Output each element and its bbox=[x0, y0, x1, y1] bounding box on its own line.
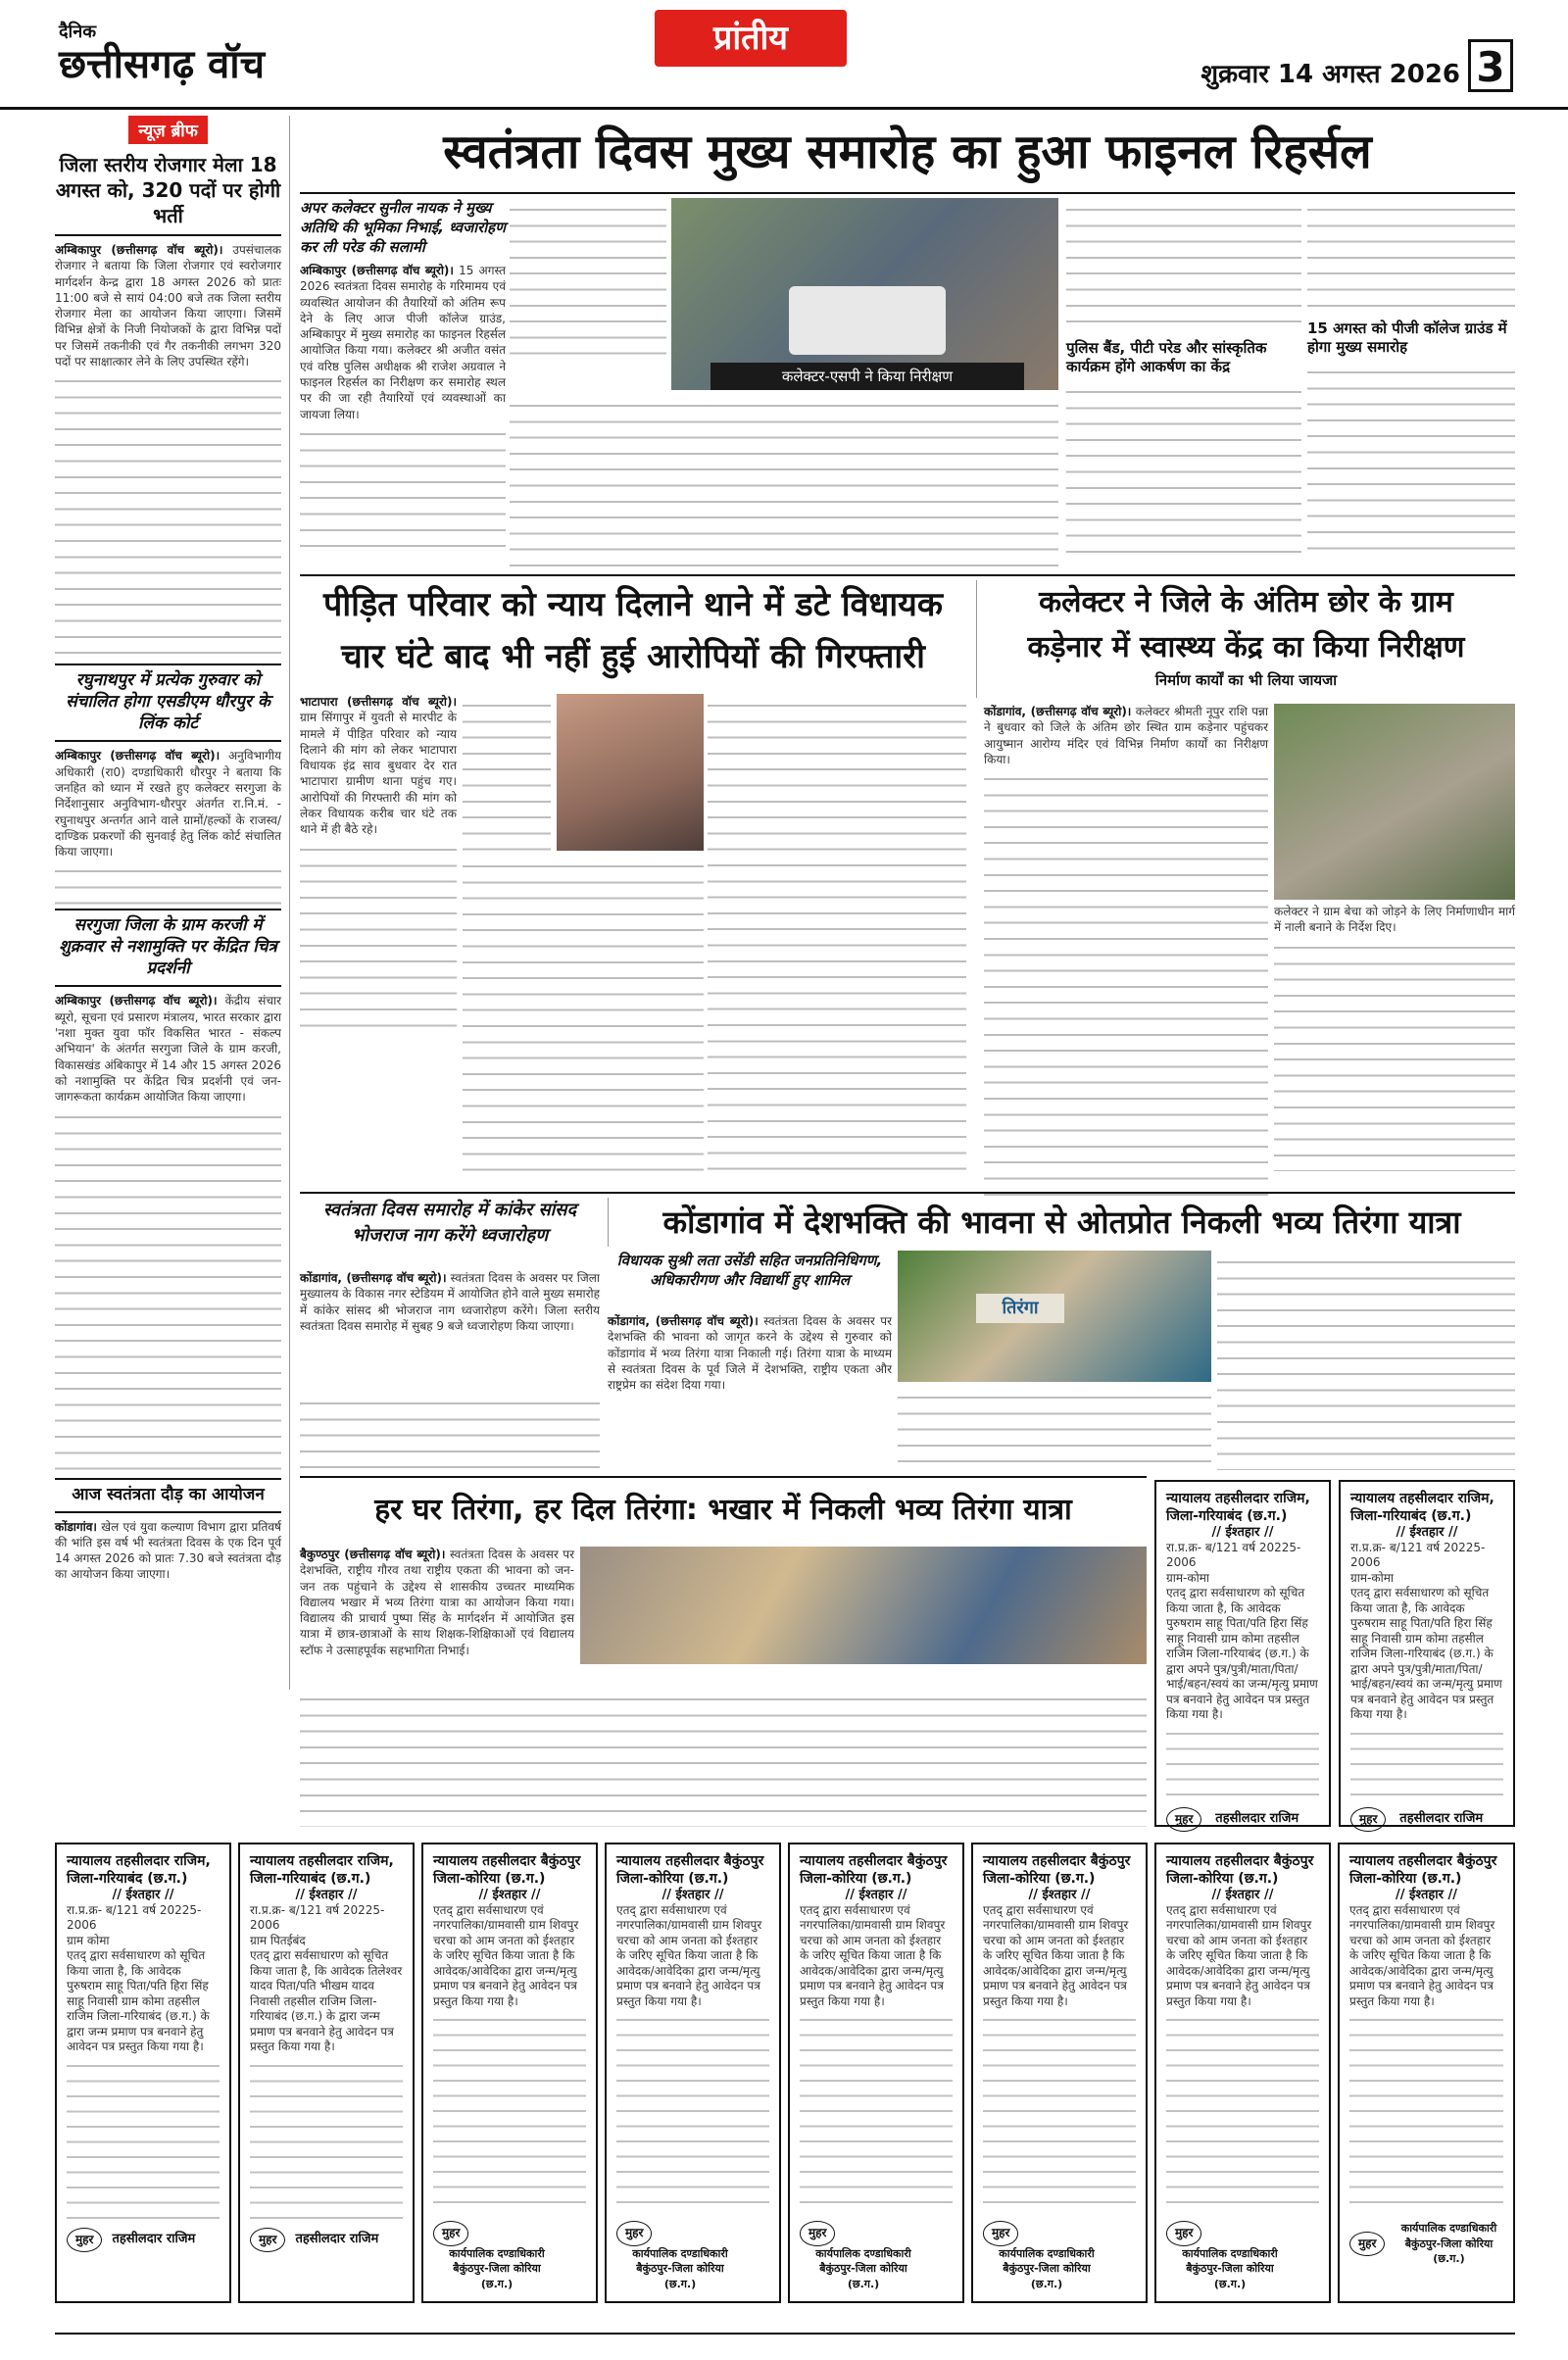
notice-title: // ईश्तहार // bbox=[1211, 1525, 1274, 1540]
kanker-headline-2: भोजराज नाग करेंगे ध्वजारोहण bbox=[351, 1225, 549, 1246]
divider bbox=[300, 192, 1515, 194]
text-filler bbox=[67, 2055, 220, 2222]
text-filler bbox=[1307, 361, 1515, 557]
notices-row bbox=[55, 1843, 1515, 2303]
lead-story-col1 bbox=[300, 198, 506, 570]
inspection-photo bbox=[1274, 704, 1515, 900]
lead-headline: स्वतंत्रता दिवस मुख्य समारोह का हुआ फाइनल रिहर्सल bbox=[443, 124, 1372, 179]
notice-seal: मुहर bbox=[1349, 2232, 1385, 2257]
notice-seal: मुहर bbox=[1166, 1807, 1201, 1833]
tiranga-text: स्वतंत्रता दिवस के अवसर पर देशभक्ति की भावना को जागृत करने के उद्देश्य से गुरुवार को कोंडागांव में भव्य तिरंगा यात्रा निकाली गई। तिरंगा यात्रा के माध्यम से स्वतंत्रता दिवस के पूर्व जिले में देशभक्ति, राष्ट्रीय एकता और राष्ट्रप्रेम का संदेश दिया गया। bbox=[608, 1314, 892, 1393]
text-filler bbox=[55, 860, 281, 909]
masthead bbox=[0, 0, 1568, 110]
brief-text: अनुविभागीय अधिकारी (रा0) दण्डाधिकारी धौरपुर ने बताया कि जनहित को ध्यान में रखते हुए कलेक्टर सरगुजा के निर्देशानुसार अनुविभाग-धौरपुर अंतर्गत रा.नि.मं. - रघुनाथपुर अन्तर्गत आने वाले ग्रामों/हल्कों के राजस्व/दाण्डिक प्रकरणों की सुनवाई हेतु लिंक कोर्ट संचालित किया जाएगा। bbox=[55, 749, 281, 860]
kanker-headline-1: स्वतंत्रता दिवस समारोह में कांकेर सांसद bbox=[322, 1200, 577, 1220]
notice-signature: तहसीलदार राजिम bbox=[1215, 1811, 1299, 1827]
brief-item bbox=[55, 148, 281, 664]
health-story-text bbox=[984, 704, 1268, 1184]
legal-notice bbox=[238, 1843, 415, 2303]
notice-court: न्यायालय तहसीलदार बैकुंठपुर जिला-कोरिया (छ.ग.) bbox=[433, 1853, 581, 1887]
kanker-text: स्वतंत्रता दिवस के अवसर पर जिला मुख्यालय के विकास नगर स्टेडियम में आयोजित होने वाले मुख्य समारोह में कांकेर सांसद श्री भोजराज नाग ध्वजारोहण करेंगे। जिला स्तरीय स्वतंत्रता दिवस समारोह में सुबह 9 बजे ध्वजारोहण किया जाएगा। bbox=[300, 1271, 600, 1333]
brief-text: खेल एवं युवा कल्याण विभाग द्वारा प्रतिवर्ष की भांति इस वर्ष भी स्वतंत्रता दिवस के एक दिन पूर्व 14 अगस्त 2026 को प्रातः 7.30 बजे स्वतंत्रता दौड़ का आयोजन किया जाएगा। bbox=[55, 1519, 281, 1582]
notice-place: ग्राम कोमा bbox=[67, 1933, 110, 1947]
legal-notice bbox=[788, 1843, 964, 2303]
brief-title: रघुनाथपुर में प्रत्येक गुरुवार को संचालित होगा एसडीएम धौरपुर के लिंक कोर्ट bbox=[55, 664, 281, 742]
legal-notice bbox=[605, 1843, 781, 2303]
health-subhead: निर्माण कार्यों का भी लिया जायजा bbox=[1154, 671, 1338, 689]
notice-case: रा.प्र.क्र- ब/121 वर्ष 20225-2006 bbox=[1166, 1540, 1301, 1569]
bhakhar-story-cols bbox=[300, 1688, 1147, 1827]
notice-place: ग्राम-कोमा bbox=[1350, 1570, 1394, 1585]
text-filler bbox=[800, 2009, 953, 2215]
issue-date: शुक्रवार 14 अगस्त 2026 bbox=[1200, 60, 1460, 89]
divider bbox=[300, 1476, 1147, 1478]
health-photo-caption: कलेक्टर ने ग्राम बेचा को जोड़ने के लिए निर्माणाधीन मार्ग में नाली बनाने के निर्देश दिए। bbox=[1274, 905, 1515, 935]
text-filler bbox=[300, 838, 457, 1034]
notice-signature: कार्यपालिक दण्डाधिकारी बैकुंठपुर-जिला कोरिया (छ.ग.) bbox=[632, 2246, 728, 2290]
legal-notice bbox=[1339, 1480, 1515, 1827]
text-filler bbox=[1166, 2009, 1319, 2215]
tiranga-photo bbox=[898, 1251, 1211, 1382]
legal-notice bbox=[421, 1843, 598, 2303]
mla-story-col4 bbox=[708, 694, 966, 1184]
legal-notice bbox=[971, 1843, 1148, 2303]
brief-item bbox=[55, 664, 281, 909]
brief-text: केंद्रीय संचार ब्यूरो, सूचना एवं प्रसारण मंत्रालय, भारत सरकार द्वारा 'नशा मुक्त युवा फॉर विकसित भारत - संकल्प अभियान' के अंतर्गत सरगुजा जिले के ग्राम करजी, विकासखंड अंबिकापुर में 14 और 15 अगस्त 2026 को नशामुक्ति पर केंद्रित चित्र प्रदर्शनी एवं जन-जागरूकता कार्यक्रम आयोजित किया जाएगा। bbox=[55, 994, 281, 1105]
brief-title: आज स्वतंत्रता दौड़ का आयोजन bbox=[55, 1478, 281, 1513]
notice-signature: कार्यपालिक दण्डाधिकारी बैकुंठपुर-जिला कोरिया (छ.ग.) bbox=[1182, 2246, 1278, 2290]
health-headline-2: कड़ेनार में स्वास्थ्य केंद्र का किया निरीक्षण bbox=[1027, 630, 1465, 664]
notice-text: एतद् द्वारा सर्वसाधारण एवं नगरपालिका/ग्रामवासी ग्राम शिवपुर चरचा को आम जनता को ईश्तहार के जरिए सूचित किया जाता है कि आवेदक/आवेदिका द्वारा जन्म/मृत्यु प्रमाण पत्र बनवाने हेतु आवेदन पत्र प्रस्तुत किया गया है। bbox=[1349, 1902, 1495, 2008]
text-filler bbox=[250, 2055, 403, 2222]
brief-item bbox=[55, 1478, 281, 1583]
newspaper-logo bbox=[59, 20, 265, 86]
text-filler bbox=[983, 2009, 1136, 2215]
text-filler bbox=[1166, 1723, 1319, 1801]
notice-text: एतद् द्वारा सर्वसाधारण को सूचित किया जाता है, कि आवेदक पुरुषराम साहू पिता/पति हिरा सिंह साहू निवासी ग्राम कोमा तहसील राजिम जिला-गरियाबंद (छ.ग.) के द्वारा अपने पुत्र/पुत्री/माता/पिता/भाई/बहन/स्वयं का जन्म/मृत्यु प्रमाण पत्र बनवाने हेतु आवेदन पत्र प्रस्तुत किया गया है। bbox=[1166, 1586, 1318, 1721]
notice-court: न्यायालय तहसीलदार राजिम, जिला-गरियाबंद (छ.ग.) bbox=[1350, 1491, 1494, 1524]
notice-court: न्यायालय तहसीलदार बैकुंठपुर जिला-कोरिया (छ.ग.) bbox=[1349, 1853, 1497, 1887]
notice-title: // ईश्तहार // bbox=[112, 1888, 174, 1902]
legal-notice bbox=[1154, 1480, 1331, 1827]
notice-case: रा.प्र.क्र- ब/121 वर्ष 20225-2006 bbox=[67, 1902, 202, 1932]
notice-seal: मुहर bbox=[250, 2228, 285, 2253]
text-filler bbox=[1350, 1723, 1503, 1801]
notice-title: // ईश्तहार // bbox=[478, 1888, 541, 1902]
text-filler bbox=[1349, 2009, 1503, 2215]
victim-photo bbox=[557, 694, 704, 851]
text-filler bbox=[984, 767, 1268, 1199]
notice-court: न्यायालय तहसीलदार बैकुंठपुर जिला-कोरिया (छ.ग.) bbox=[983, 1853, 1131, 1887]
mla-headline-block bbox=[300, 580, 966, 688]
jeep-shape bbox=[789, 286, 946, 355]
text-filler bbox=[1066, 380, 1301, 557]
notice-seal: मुहर bbox=[1350, 1807, 1386, 1833]
brief-title: जिला स्तरीय रोजगार मेला 18 अगस्त को, 320 पदों पर होगी भर्ती bbox=[55, 148, 281, 236]
lead-story-col6 bbox=[1307, 198, 1515, 566]
brief-text: उपसंचालक रोजगार ने बताया कि जिला रोजगार एवं स्वरोजगार मार्गदर्शन केन्द्र द्वारा 18 अगस्त 2026 को प्रातः 11:00 बजे से सायं 04:00 बजे तक जिला स्तरीय रोजगार मेला का आयोजन किया जाएगा। जिसमें विभिन्न क्षेत्रों के निजी नियोजकों के द्वारा विभिन्न पदों पर जिसमें तकनीकी एवं गैर तकनीकी लगभग 320 पदों पर साक्षात्कार लेने के लिए उपस्थित रहेंगे। bbox=[55, 243, 281, 369]
photo-caption: कलेक्टर-एसपी ने किया निरीक्षण bbox=[710, 363, 1024, 390]
text-filler bbox=[898, 1386, 1211, 1470]
page-number: 3 bbox=[1468, 39, 1513, 92]
notice-court: न्यायालय तहसीलदार बैकुंठपुर जिला-कोरिया (छ.ग.) bbox=[616, 1853, 764, 1887]
notice-signature: तहसीलदार राजिम bbox=[295, 2232, 379, 2247]
notice-seal: मुहर bbox=[67, 2228, 102, 2253]
divider bbox=[300, 574, 1515, 576]
side-heading: 15 अगस्त को पीजी कॉलेज ग्राउंड में होगा मुख्य समारोह bbox=[1307, 320, 1507, 356]
lead-story-text: 15 अगस्त 2026 स्वतंत्रता दिवस समारोह के गरिमामय एवं व्यवस्थित आयोजन की तैयारियों को अंतिम रूप देने के लिए आज पीजी कॉलेज ग्राउंड, अम्बिकापुर में मुख्य समारोह का फाइनल रिहर्सल आयोजित किया गया। कलेक्टर श्री अजीत वसंत एवं वरिष्ठ पुलिस अधीक्षक श्री राजेश अग्रवाल ने फाइनल रिहर्सल का निरीक्षण कर समारोह स्थल पर की जा रही तैयारियों एवं व्यवस्थाओं का जायजा लिया। bbox=[300, 264, 506, 421]
notice-title: // ईश्तहार // bbox=[1396, 1888, 1457, 1902]
legal-notice bbox=[55, 1843, 231, 2303]
text-filler bbox=[300, 1688, 1147, 1827]
health-text: कलेक्टर श्रीमती नूपुर राशि पन्ना ने बुधवार को जिले के अंतिम छोर स्थित ग्राम कड़ेनार पहुंचकर आयुष्मान आरोग्य मंदिर एवं विभिन्न निर्माण कार्यों का निरीक्षण किया। bbox=[984, 705, 1268, 766]
mla-headline-1: पीड़ित परिवार को न्याय दिलाने थाने में डटे विधायक bbox=[323, 585, 943, 624]
logo-small-text: दैनिक bbox=[59, 22, 97, 42]
brief-lead: अम्बिकापुर (छत्तीसगढ़ वॉच ब्यूरो)। bbox=[55, 749, 220, 763]
news-brief-badge: न्यूज़ ब्रीफ bbox=[128, 116, 208, 144]
side-heading: पुलिस बैंड, पीटी परेड और सांस्कृतिक कार्यक्रम होंगे आकर्षण का केंद्र bbox=[1066, 339, 1267, 375]
notice-text: एतद् द्वारा सर्वसाधारण एवं नगरपालिका/ग्रामवासी ग्राम शिवपुर चरचा को आम जनता को ईश्तहार के जरिए सूचित किया जाता है कि आवेदक/आवेदिका द्वारा जन्म/मृत्यु प्रमाण पत्र बनवाने हेतु आवेदन पत्र प्रस्तुत किया गया है। bbox=[983, 1902, 1129, 2008]
lead-subhead: अपर कलेक्टर सुनील नायक ने मुख्य अतिथि की भूमिका निभाई, ध्वजारोहण कर ली परेड की सलामी bbox=[300, 199, 506, 256]
text-filler bbox=[300, 1392, 600, 1470]
news-brief-column bbox=[55, 116, 290, 1690]
notice-seal: मुहर bbox=[800, 2221, 835, 2246]
notice-title: // ईश्तहार // bbox=[295, 1888, 358, 1902]
notice-text: एतद् द्वारा सर्वसाधारण एवं नगरपालिका/ग्रामवासी ग्राम शिवपुर चरचा को आम जनता को ईश्तहार के जरिए सूचित किया जाता है कि आवेदक/आवेदिका द्वारा जन्म/मृत्यु प्रमाण पत्र बनवाने हेतु आवेदन पत्र प्रस्तुत किया गया है। bbox=[800, 1902, 946, 2008]
notice-seal: मुहर bbox=[983, 2221, 1018, 2246]
kanker-story-col1-more bbox=[300, 1392, 600, 1470]
mla-text: ग्राम सिंगापुर में युवती से मारपीट के मामले में पीड़ित परिवार को न्याय दिलाने की मांग को लेकर भाटापारा विधायक इंद्र साव बुधवार देर रात भाटापारा ग्रामीण थाना पहुंच गए। आरोपियों की गिरफ्तारी की मांग को लेकर विधायक करीब चार घंटे तक थाने में ही बैठे रहे। bbox=[300, 711, 457, 837]
notice-text: एतद् द्वारा सर्वसाधारण को सूचित किया जाता है, कि आवेदक तिलेश्वर यादव पिता/पति भीखम यादव निवासी तहसील राजिम जिला-गरियाबंद (छ.ग.) के द्वारा जन्म प्रमाण पत्र बनवाने हेतु आवेदन पत्र प्रस्तुत किया गया है। bbox=[250, 1948, 403, 2053]
notice-signature: तहसीलदार राजिम bbox=[112, 2232, 196, 2247]
notice-text: एतद् द्वारा सर्वसाधारण एवं नगरपालिका/ग्रामवासी ग्राम शिवपुर चरचा को आम जनता को ईश्तहार के जरिए सूचित किया जाता है कि आवेदक/आवेदिका द्वारा जन्म/मृत्यु प्रमाण पत्र बनवाने हेतु आवेदन पत्र प्रस्तुत किया गया है। bbox=[1166, 1902, 1312, 2008]
brief-lead: अम्बिकापुर (छत्तीसगढ़ वॉच ब्यूरो)। bbox=[55, 994, 218, 1008]
bhakhar-photo bbox=[580, 1547, 1147, 1664]
bhakhar-lead: बैकुण्ठपुर (छत्तीसगढ़ वॉच ब्यूरो)। bbox=[300, 1548, 446, 1561]
notice-case: रा.प्र.क्र- ब/121 वर्ष 20225-2006 bbox=[1350, 1540, 1486, 1569]
text-filler bbox=[55, 369, 281, 664]
notice-signature: कार्यपालिक दण्डाधिकारी बैकुंठपुर-जिला कोरिया (छ.ग.) bbox=[815, 2246, 911, 2290]
mla-headline-2: चार घंटे बाद भी नहीं हुई आरोपियों की गिरफ्तारी bbox=[341, 637, 925, 676]
notice-place: ग्राम-कोमा bbox=[1166, 1570, 1209, 1585]
text-filler bbox=[1066, 198, 1301, 335]
text-filler bbox=[510, 198, 666, 355]
text-filler bbox=[463, 855, 704, 1178]
tiranga-lead: कोंडागांव, (छत्तीसगढ़ वॉच ब्यूरो)। bbox=[608, 1314, 759, 1328]
logo-title: छत्तीसगढ़ वॉच bbox=[59, 42, 266, 87]
bhakhar-text: स्वतंत्रता दिवस के अवसर पर देशभक्ति, राष्ट्रीय गौरव तथा राष्ट्रीय एकता की भावना को जन-जन तक पहुंचाने के उद्देश्य से शासकीय उच्चतर माध्यमिक विद्यालय भखार में भव्य तिरंगा यात्रा का आयोजन किया गया। विद्यालय की प्राचार्य पुष्पा सिंह के मार्गदर्शन में आयोजित इस यात्रा में छात्र-छात्राओं के साथ शिक्षक-शिक्षिकाओं एवं विद्यालय स्टॉफ ने उत्साहपूर्वक सहभागिता निभाई। bbox=[300, 1548, 574, 1657]
mla-lead: भाटापारा (छत्तीसगढ़ वॉच ब्यूरो)। bbox=[300, 695, 457, 709]
notice-text: एतद् द्वारा सर्वसाधारण एवं नगरपालिका/ग्रामवासी ग्राम शिवपुर चरचा को आम जनता को ईश्तहार के जरिए सूचित किया जाता है कि आवेदक/आवेदिका द्वारा जन्म/मृत्यु प्रमाण पत्र बनवाने हेतु आवेदन पत्र प्रस्तुत किया गया है। bbox=[433, 1902, 579, 2008]
text-filler bbox=[433, 2009, 586, 2215]
tiranga-subhead-block bbox=[608, 1251, 892, 1309]
text-filler bbox=[1274, 936, 1515, 1171]
notice-court: न्यायालय तहसीलदार राजिम, जिला-गरियाबंद (छ.ग.) bbox=[67, 1853, 211, 1887]
page-bottom-rule bbox=[55, 2333, 1515, 2335]
tiranga-banner: तिरंगा bbox=[976, 1294, 1064, 1323]
notice-signature: तहसीलदार राजिम bbox=[1399, 1811, 1484, 1827]
notice-signature: कार्यपालिक दण्डाधिकारी बैकुंठपुर-जिला कोरिया (छ.ग.) bbox=[449, 2246, 545, 2290]
text-filler bbox=[616, 2009, 769, 2215]
health-story-col2 bbox=[1274, 904, 1515, 1184]
notice-title: // ईश्तहार // bbox=[662, 1888, 724, 1902]
brief-lead: कोंडागांव। bbox=[55, 1519, 97, 1534]
mla-story-col1 bbox=[300, 694, 457, 1184]
kanker-headline-block bbox=[300, 1198, 600, 1266]
notice-place: ग्राम पितईबंद bbox=[250, 1933, 306, 1947]
health-headline-block bbox=[976, 580, 1515, 698]
notice-case: रा.प्र.क्र- ब/121 वर्ष 20225-2006 bbox=[250, 1902, 385, 1932]
bhakhar-story-text bbox=[300, 1547, 574, 1684]
notice-title: // ईश्तहार // bbox=[845, 1888, 907, 1902]
text-filler bbox=[708, 694, 966, 1184]
notice-court: न्यायालय तहसीलदार बैकुंठपुर जिला-कोरिया (छ.ग.) bbox=[1166, 1853, 1314, 1887]
notice-text: एतद् द्वारा सर्वसाधारण को सूचित किया जाता है, कि आवेदक पुरुषराम साहू पिता/पति हिरा सिंह साहू निवासी ग्राम कोमा तहसील राजिम जिला-गरियाबंद (छ.ग.) के द्वारा जन्म प्रमाण पत्र बनवाने हेतु आवेदन पत्र प्रस्तुत किया गया है। bbox=[67, 1948, 210, 2053]
legal-notice bbox=[1154, 1843, 1331, 2303]
notice-court: न्यायालय तहसीलदार राजिम, जिला-गरियाबंद (छ.ग.) bbox=[250, 1853, 394, 1887]
lead-story-lead: अम्बिकापुर (छत्तीसगढ़ वॉच ब्यूरो)। bbox=[300, 264, 454, 277]
lead-story-col2 bbox=[510, 198, 666, 355]
text-filler bbox=[300, 422, 506, 550]
notice-seal: मुहर bbox=[433, 2221, 468, 2246]
tiranga-story-text bbox=[608, 1313, 892, 1470]
notice-title: // ईश्तहार // bbox=[1396, 1525, 1458, 1540]
lead-story-col5 bbox=[1066, 198, 1301, 566]
rehearsal-photo bbox=[671, 198, 1058, 390]
kanker-story-col1 bbox=[300, 1270, 600, 1388]
legal-notice bbox=[1338, 1843, 1515, 2303]
text-filler bbox=[510, 394, 1058, 566]
notice-title: // ईश्तहार // bbox=[1211, 1888, 1274, 1902]
brief-title: सरगुजा जिला के ग्राम करजी में शुक्रवार से नशामुक्ति पर केंद्रित चित्र प्रदर्शनी bbox=[55, 909, 281, 987]
brief-lead: अम्बिकापुर (छत्तीसगढ़ वॉच ब्यूरो)। bbox=[55, 243, 223, 257]
notice-text: एतद् द्वारा सर्वसाधारण एवं नगरपालिका/ग्रामवासी ग्राम शिवपुर चरचा को आम जनता को ईश्तहार के जरिए सूचित किया जाता है कि आवेदक/आवेदिका द्वारा जन्म/मृत्यु प्रमाण पत्र बनवाने हेतु आवेदन पत्र प्रस्तुत किया गया है। bbox=[616, 1902, 762, 2008]
bhakhar-headline: हर घर तिरंगा, हर दिल तिरंगा: भखार में निकली भव्य तिरंगा यात्रा bbox=[374, 1493, 1072, 1527]
lead-story-cols-bottom bbox=[510, 394, 1058, 566]
tiranga-subhead: विधायक सुश्री लता उसेंडी सहित जनप्रतिनिधिगण, अधिकारीगण और विद्यार्थी हुए शामिल bbox=[616, 1252, 883, 1289]
text-filler bbox=[1217, 1251, 1515, 1470]
notice-signature: कार्यपालिक दण्डाधिकारी बैकुंठपुर-जिला कोरिया (छ.ग.) bbox=[1400, 2222, 1497, 2265]
tiranga-story-col3 bbox=[1217, 1251, 1515, 1470]
notice-court: न्यायालय तहसीलदार राजिम, जिला-गरियाबंद (छ.ग.) bbox=[1166, 1491, 1310, 1524]
notice-signature: कार्यपालिक दण्डाधिकारी बैकुंठपुर-जिला कोरिया (छ.ग.) bbox=[999, 2246, 1095, 2290]
tiranga-headline: कोंडागांव में देशभक्ति की भावना से ओतप्रोत निकली भव्य तिरंगा यात्रा bbox=[608, 1198, 1515, 1247]
notice-seal: मुहर bbox=[1166, 2221, 1201, 2246]
text-filler bbox=[55, 1106, 281, 1478]
notice-seal: मुहर bbox=[616, 2221, 652, 2246]
section-tab: प्रांतीय bbox=[655, 10, 847, 67]
divider bbox=[300, 1192, 1515, 1194]
kanker-lead: कोंडागांव, (छत्तीसगढ़ वॉच ब्यूरो)। bbox=[300, 1271, 447, 1285]
notice-court: न्यायालय तहसीलदार बैकुंठपुर जिला-कोरिया (छ.ग.) bbox=[800, 1853, 948, 1887]
brief-item bbox=[55, 909, 281, 1477]
health-lead: कोंडागांव, (छत्तीसगढ़ वॉच ब्यूरो)। bbox=[984, 705, 1132, 718]
notice-text: एतद् द्वारा सर्वसाधारण को सूचित किया जाता है, कि आवेदक पुरुषराम साहू पिता/पति हिरा सिंह साहू निवासी ग्राम कोमा तहसील राजिम जिला-गरियाबंद (छ.ग.) के द्वारा अपने पुत्र/पुत्री/माता/पिता/भाई/बहन/स्वयं का जन्म/मृत्यु प्रमाण पत्र बनवाने हेतु आवेदन पत्र प्रस्तुत किया गया है। bbox=[1350, 1586, 1502, 1721]
mla-story-col3 bbox=[463, 855, 704, 1178]
text-filler bbox=[1307, 198, 1515, 316]
notice-title: // ईश्तहार // bbox=[1028, 1888, 1091, 1902]
health-headline-1: कलेक्टर ने जिले के अंतिम छोर के ग्राम bbox=[1039, 585, 1453, 619]
tiranga-story-col2 bbox=[898, 1386, 1211, 1470]
